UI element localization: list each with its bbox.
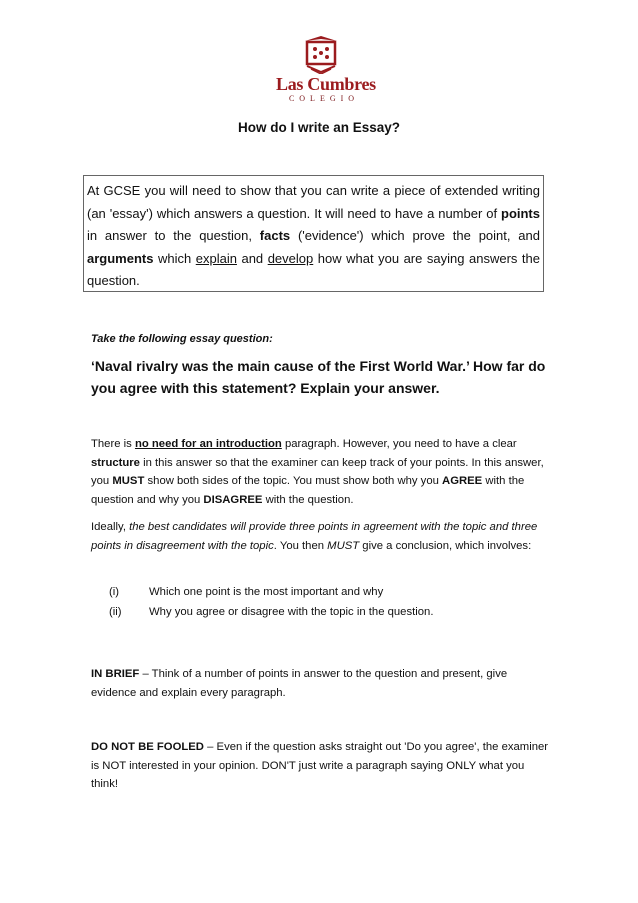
in-brief-paragraph: [91, 665, 549, 702]
page-title: How do I write an Essay?: [237, 120, 401, 135]
school-subtitle: COLEGIO: [288, 94, 360, 103]
para-text: There is: [91, 438, 135, 450]
intro-text: At GCSE you will need to show that you can write a piece of extended writing (an 'essay') which answers a question. It will need to have a number of: [87, 183, 540, 221]
no-intro-emphasis: no need for an introduction: [134, 438, 282, 450]
list-item: [109, 603, 433, 623]
para-text: Ideally,: [91, 521, 130, 533]
intro-text: how what you are saying answers the question.: [87, 250, 540, 288]
intro-facts: facts: [259, 228, 291, 243]
para-text: with the question.: [262, 493, 354, 506]
list-number: (ii): [109, 605, 122, 618]
school-crest-icon: [304, 36, 338, 74]
intro-develop: develop: [267, 250, 314, 266]
intro-text: and: [236, 250, 268, 266]
do-not-be-fooled-label: DO NOT BE FOOLED: [91, 741, 204, 753]
conclusion-list: [109, 583, 433, 622]
list-item: [109, 583, 433, 603]
para-text: with the question and why you: [91, 475, 525, 506]
must-italic: MUST: [327, 539, 360, 552]
intro-box: [83, 175, 544, 292]
agree-emphasis: AGREE: [442, 475, 483, 487]
intro-text: ('evidence') which prove the point, and: [290, 228, 541, 243]
intro-text: which: [153, 250, 196, 266]
in-brief-label: IN BRIEF: [91, 668, 140, 680]
list-number: (i): [109, 586, 120, 598]
school-name: Las Cumbres: [276, 74, 376, 94]
ideal-italic: the best candidates will provide three points in agreement with the topic and three points in disagreement with the topic: [91, 521, 538, 552]
intro-arguments: arguments: [87, 250, 154, 266]
list-text: Why you agree or disagree with the topic in the question.: [149, 605, 434, 618]
must-emphasis: MUST: [112, 475, 145, 487]
do-not-be-fooled-text: – Even if the question asks straight out 'Do you agree', the examiner is NOT interested in your opinion. DON'T just write a paragraph saying ONLY what you think!: [91, 741, 549, 790]
para-text: give a conclusion, which involves:: [359, 539, 532, 552]
school-logo: [276, 36, 376, 103]
intro-points: points: [501, 205, 540, 221]
do-not-be-fooled-paragraph: [91, 738, 549, 794]
in-brief-text: – Think of a number of points in answer to the question and present, give evidence and explain every paragraph.: [91, 668, 508, 699]
disagree-emphasis: DISAGREE: [203, 493, 263, 506]
intro-text: in answer to the question,: [87, 228, 260, 243]
structure-emphasis: structure: [91, 456, 140, 469]
list-text: Which one point is the most important and why: [149, 586, 384, 598]
intro-explain: explain: [195, 250, 237, 266]
ideal-answer-paragraph: [91, 518, 549, 555]
para-text: . You then: [273, 539, 328, 552]
essay-question: ‘Naval rivalry was the main cause of the First World War.’ How far do you agree with this statement? Explain your answer.: [91, 358, 546, 396]
para-text: paragraph. However, you need to have a clear: [281, 438, 517, 450]
essay-question-label: Take the following essay question:: [91, 333, 273, 345]
para-text: show both sides of the topic. You must show both why you: [144, 475, 443, 487]
structure-paragraph: [91, 435, 549, 509]
para-text: in this answer so that the examiner can keep track of your points. In this answer, you: [91, 456, 544, 487]
